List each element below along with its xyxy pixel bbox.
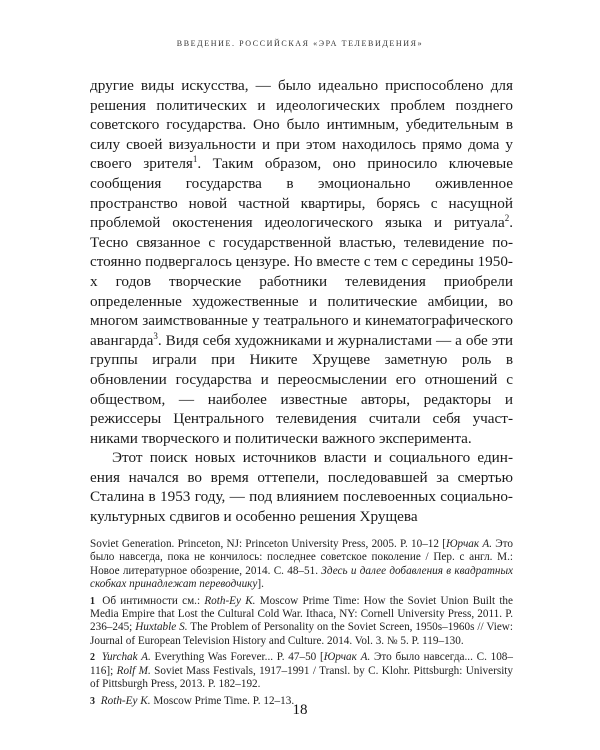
fn-cont-author: Юрчак А. — [445, 538, 493, 550]
fn3-text: Moscow Prime Time. P. 12–13. — [150, 694, 295, 707]
footnote-continuation — [90, 538, 513, 591]
footnote-ref-2: 2 — [504, 213, 510, 224]
footnotes — [90, 538, 513, 712]
footnote-ref-3: 3 — [153, 330, 158, 341]
fn2-author-3: Rolf M. — [116, 664, 151, 677]
fn1-text-1: Об интимности см.: — [102, 594, 205, 607]
fn1-text-3: The Problem of Personality on the Soviet Screen, 1950s–1960s // View: Journal of European Television History and Culture. 2014. Vol. 3. № 5. P. 119–130. — [90, 621, 513, 647]
footnote-2-number: 2 — [90, 652, 95, 664]
paragraph-1-part-2: . Таким образом, оно приносило ключевые сообщения государства в эмоционально оживленное пространство новой частной квартиры, борясь с насущной проблемой окостенения идеологического языка и ритуала — [90, 155, 514, 232]
fn-cont-text-3: ]. — [257, 577, 264, 590]
footnote-3-number: 3 — [90, 695, 95, 707]
fn2-text-3: Soviet Mass Festivals, 1917–1991 / Transl. by C. Klohr. Pittsburgh: University of Pittsburgh Press, 2013. P. 182–192. — [90, 664, 513, 690]
footnote-1-number: 1 — [90, 595, 95, 607]
fn1-text-2: Moscow Prime Time: How the Soviet Union Built the Media Empire that Lost the Cultural Cold War. Ithaca, NY: Cornell University Press, 2011. P. 236–245; — [90, 594, 513, 634]
page-number: 18 — [292, 702, 308, 718]
fn-cont-text-2: Это было навсегда, пока не кончилось: последнее советское поколение / Пер. с англ. М.: Новое литературное обозрение, 2014. С. 48–51. — [90, 538, 513, 577]
footnote-1 — [90, 595, 513, 648]
running-header: ВВЕДЕНИЕ. РОССИЙСКАЯ «ЭРА ТЕЛЕВИДЕНИЯ» — [176, 39, 424, 48]
footnote-ref-1: 1 — [192, 154, 198, 165]
paragraph-1 — [90, 76, 513, 448]
paragraph-1-part-1: другие виды искусства, — было идеально приспособлено для решения политических и идеологических проблем позднего советского государства. Оно было интимным, убедительным в силу своей визуальности и при этом находилось прямо дома у своего зрителя — [90, 77, 513, 173]
fn3-author: Roth-Ey K. — [100, 694, 151, 707]
paragraph-2: Этот поиск новых источников власти и социального единения начался во время оттепели, последовавшей за смертью Сталина в 1953 году, — под влиянием послевоенных социально-культурных сдвигов и особенно решения Хрущева — [90, 449, 513, 526]
fn2-text-2: Это было навсегда... С. 108–116]; — [90, 651, 513, 677]
paragraph-1-part-4: . Видя себя художниками и журналистами — а обе эти группы играли при Никите Хрущеве заметную роль в обновлении государства и переосмыслении его отношений с обществом, — наиболее известные авторы, редакторы и режиссеры Центрального телевидения считали себя участниками творческого и политически важного эксперимента. — [90, 331, 513, 447]
paragraph-1-part-3: . Тесно связанное с государственной властью, телевидение постоянно подвергалось цензуре. Но вместе с тем с середины 1950-х годов творческие работники телевидения приобрели определенные художественные и политические амбиции, во многом заимствованные у театрального и кинематографического авангарда — [90, 214, 513, 349]
footnote-2 — [90, 651, 513, 691]
fn-cont-translator-note: Здесь и далее добавления в квадратных скобках принадлежат переводчику — [90, 564, 513, 590]
fn1-author-1: Roth-Ey K. — [204, 594, 256, 607]
fn2-author-2: Юрчак А. — [323, 651, 371, 664]
fn2-text-1: Everything Was Forever... P. 47–50 [ — [150, 651, 324, 664]
fn2-author-1: Yurchak A. — [101, 651, 151, 664]
main-text — [90, 76, 513, 527]
fn1-author-2: Huxtable S. — [135, 621, 188, 634]
fn-cont-text-1: Soviet Generation. Princeton, NJ: Princeton University Press, 2005. P. 10–12 [ — [90, 538, 446, 550]
